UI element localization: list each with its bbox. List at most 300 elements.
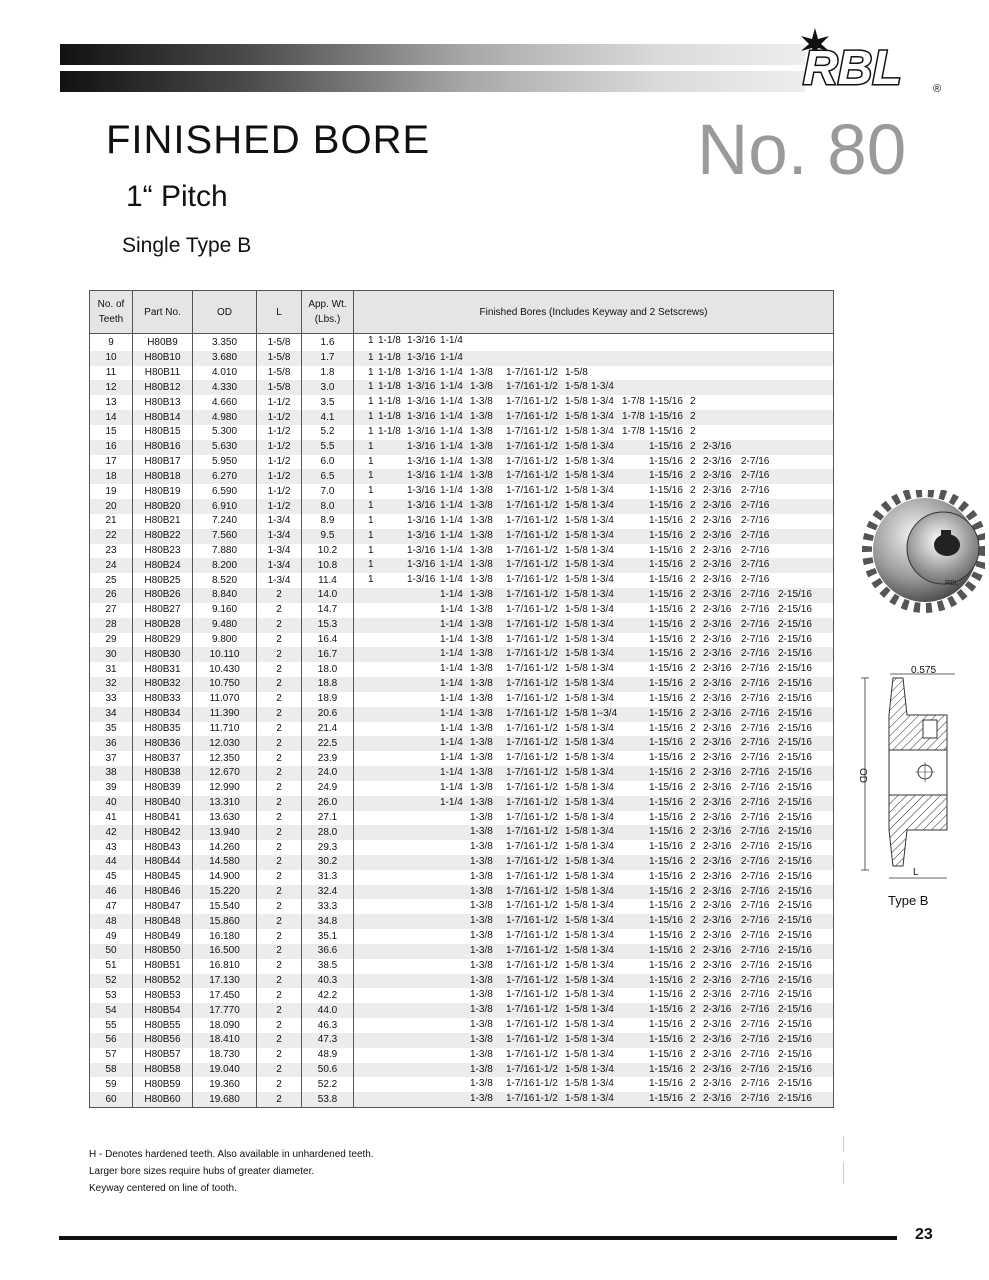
table-row — [90, 366, 834, 381]
cell-finished-bores — [354, 351, 834, 366]
bore-size: 1-15/16 — [649, 841, 683, 853]
bore-size: 1-5/8 — [565, 366, 588, 378]
cell-l: 2 — [257, 707, 302, 722]
bore-size: 1-1/2 — [535, 603, 558, 615]
bore-size: 1-3/4 — [591, 574, 614, 586]
bore-size: 2 — [690, 900, 696, 912]
photo-mark: RBL — [945, 580, 959, 587]
note-larger-bores: Larger bore sizes require hubs of greater diameter. — [89, 1166, 315, 1177]
cell-teeth: 21 — [90, 514, 133, 529]
cell-l: 2 — [257, 825, 302, 840]
cell-finished-bores — [354, 796, 834, 811]
bore-size: 1-15/16 — [649, 1078, 683, 1090]
bore-size: 1-7/16 — [506, 826, 535, 838]
cell-finished-bores — [354, 707, 834, 722]
bore-size: 1-7/16 — [506, 648, 535, 660]
cell-od: 4.330 — [193, 380, 257, 395]
bore-size: 2 — [690, 1019, 696, 1031]
cell-weight: 8.0 — [302, 499, 354, 514]
bore-size: 1-1/2 — [535, 989, 558, 1001]
cell-od: 11.390 — [193, 707, 257, 722]
page-number: 23 — [915, 1226, 933, 1243]
bore-size: 1-3/4 — [591, 1048, 614, 1060]
bore-size: 2-15/16 — [778, 1078, 812, 1090]
bore-size: 2-7/16 — [741, 485, 770, 497]
cell-part-no: H80B46 — [133, 885, 193, 900]
cell-teeth: 36 — [90, 736, 133, 751]
bore-size: 1-1/2 — [535, 826, 558, 838]
cell-teeth: 60 — [90, 1092, 133, 1107]
bore-size: 1-3/4 — [591, 396, 614, 408]
cell-finished-bores — [354, 1003, 834, 1018]
bore-size: 1-3/16 — [407, 559, 436, 571]
cell-finished-bores — [354, 736, 834, 751]
cell-l: 1-1/2 — [257, 499, 302, 514]
bore-size: 1-15/16 — [649, 900, 683, 912]
bore-size: 1-1/2 — [535, 722, 558, 734]
bore-size: 1-3/4 — [591, 1019, 614, 1031]
bore-size: 1-7/16 — [506, 974, 535, 986]
bore-size: 1-3/4 — [591, 529, 614, 541]
bore-size: 1-1/4 — [440, 351, 463, 363]
bore-size: 2-3/16 — [703, 455, 732, 467]
registered-mark: ® — [933, 83, 942, 95]
bore-size: 2 — [690, 440, 696, 452]
bore-size: 2-3/16 — [703, 470, 732, 482]
bore-size: 1-3/4 — [591, 944, 614, 956]
bore-size: 1-1/2 — [535, 781, 558, 793]
cell-finished-bores — [354, 1033, 834, 1048]
bore-size: 1-5/8 — [565, 915, 588, 927]
bore-size: 1-5/8 — [565, 455, 588, 467]
bore-size: 2 — [690, 455, 696, 467]
table-row — [90, 899, 834, 914]
cell-teeth: 57 — [90, 1048, 133, 1063]
bore-size: 1-1/8 — [378, 351, 401, 363]
table-row — [90, 440, 834, 455]
bore-size: 2-15/16 — [778, 900, 812, 912]
cell-part-no: H80B13 — [133, 395, 193, 410]
bore-size: 1-15/16 — [649, 767, 683, 779]
table-row — [90, 988, 834, 1003]
bore-size: 1-1/2 — [535, 618, 558, 630]
bore-size: 1-5/8 — [565, 752, 588, 764]
bore-size: 1 — [368, 500, 374, 512]
bore-size: 2-7/16 — [741, 618, 770, 630]
cell-part-no: H80B44 — [133, 855, 193, 870]
bore-size: 1-3/4 — [591, 915, 614, 927]
bore-size: 1-1/8 — [378, 335, 401, 346]
cell-part-no: H80B48 — [133, 914, 193, 929]
cell-teeth: 24 — [90, 558, 133, 573]
bore-size: 1-3/4 — [591, 826, 614, 838]
cell-finished-bores — [354, 588, 834, 603]
table-row — [90, 914, 834, 929]
cell-finished-bores — [354, 380, 834, 395]
bore-size: 1-7/16 — [506, 678, 535, 690]
cell-od: 6.590 — [193, 484, 257, 499]
cell-weight: 46.3 — [302, 1018, 354, 1033]
bore-size: 2-3/16 — [703, 529, 732, 541]
bore-size: 2-15/16 — [778, 811, 812, 823]
divider-mark — [843, 1136, 844, 1152]
bore-size: 1-3/16 — [407, 514, 436, 526]
bore-size: 2-3/16 — [703, 930, 732, 942]
bore-size: 2-15/16 — [778, 915, 812, 927]
bore-size: 1-5/8 — [565, 885, 588, 897]
bore-size: 1-5/8 — [565, 974, 588, 986]
bore-size: 2-15/16 — [778, 989, 812, 1001]
cell-weight: 1.7 — [302, 351, 354, 366]
header-od: OD — [193, 291, 257, 334]
header-part-no: Part No. — [133, 291, 193, 334]
bore-size: 2-15/16 — [778, 841, 812, 853]
table-row — [90, 618, 834, 633]
bore-size: 1-3/8 — [470, 559, 493, 571]
cell-part-no: H80B59 — [133, 1077, 193, 1092]
bore-size: 1-1/4 — [440, 425, 463, 437]
bore-size: 1-1/2 — [535, 663, 558, 675]
bore-size: 1-7/16 — [506, 574, 535, 586]
bore-size: 2-3/16 — [703, 959, 732, 971]
bore-size: 1-15/16 — [649, 589, 683, 601]
bore-size: 1-3/8 — [470, 915, 493, 927]
bore-size: 1-1/2 — [535, 678, 558, 690]
bore-size: 2 — [690, 470, 696, 482]
bore-size: 1-1/2 — [535, 974, 558, 986]
header-stripe-top — [60, 44, 805, 65]
table-body — [90, 334, 834, 1108]
bore-size: 2 — [690, 396, 696, 408]
cell-part-no: H80B47 — [133, 899, 193, 914]
cell-teeth: 56 — [90, 1033, 133, 1048]
table-row — [90, 870, 834, 885]
cell-part-no: H80B45 — [133, 870, 193, 885]
cell-od: 14.260 — [193, 840, 257, 855]
cell-l: 2 — [257, 677, 302, 692]
cell-l: 2 — [257, 1048, 302, 1063]
cell-teeth: 10 — [90, 351, 133, 366]
bore-size: 1-1/2 — [535, 811, 558, 823]
cell-part-no: H80B42 — [133, 825, 193, 840]
cell-weight: 50.6 — [302, 1063, 354, 1078]
cell-part-no: H80B17 — [133, 455, 193, 470]
table-row — [90, 736, 834, 751]
bore-size: 1 — [368, 366, 374, 378]
bore-size: 1 — [368, 559, 374, 571]
bore-size: 2-7/16 — [741, 959, 770, 971]
bore-size: 1-7/16 — [506, 514, 535, 526]
bore-size: 1-1/4 — [440, 470, 463, 482]
table-row — [90, 351, 834, 366]
bore-size: 2 — [690, 663, 696, 675]
cell-teeth: 43 — [90, 840, 133, 855]
od-dimension-label: OD — [857, 768, 868, 783]
cell-weight: 31.3 — [302, 870, 354, 885]
bore-size: 2-7/16 — [741, 752, 770, 764]
bore-size: 2-3/16 — [703, 574, 732, 586]
bore-size: 1-5/8 — [565, 618, 588, 630]
table-row — [90, 380, 834, 395]
bore-size: 2-3/16 — [703, 781, 732, 793]
cell-l: 1-1/2 — [257, 469, 302, 484]
table-row — [90, 455, 834, 470]
table-row — [90, 529, 834, 544]
bore-size: 1-3/8 — [470, 1078, 493, 1090]
cell-part-no: H80B50 — [133, 944, 193, 959]
cell-weight: 34.8 — [302, 914, 354, 929]
cell-weight: 21.4 — [302, 722, 354, 737]
cell-finished-bores — [354, 885, 834, 900]
bore-size: 1-1/2 — [535, 1093, 558, 1105]
cell-teeth: 42 — [90, 825, 133, 840]
bore-size: 2-3/16 — [703, 707, 732, 719]
bore-size: 2 — [690, 485, 696, 497]
cell-l: 2 — [257, 870, 302, 885]
cell-od: 12.030 — [193, 736, 257, 751]
bore-size: 2-7/16 — [741, 1004, 770, 1016]
bore-size: 1-5/8 — [565, 500, 588, 512]
cell-part-no: H80B52 — [133, 974, 193, 989]
bore-size: 1-1/4 — [440, 618, 463, 630]
bore-size: 2-15/16 — [778, 1063, 812, 1075]
bore-size: 2-3/16 — [703, 1078, 732, 1090]
bore-size: 1-3/4 — [591, 455, 614, 467]
bore-size: 2-3/16 — [703, 514, 732, 526]
bore-size: 1-15/16 — [649, 529, 683, 541]
cell-od: 17.770 — [193, 1003, 257, 1018]
table-row — [90, 1077, 834, 1092]
cell-l: 1-3/4 — [257, 514, 302, 529]
cell-od: 4.010 — [193, 366, 257, 381]
cell-part-no: H80B58 — [133, 1063, 193, 1078]
bore-size: 1-1/2 — [535, 944, 558, 956]
cell-finished-bores — [354, 781, 834, 796]
bore-size: 2-3/16 — [703, 752, 732, 764]
bore-size: 1-7/16 — [506, 381, 535, 393]
cell-finished-bores — [354, 544, 834, 559]
bore-size: 1-5/8 — [565, 381, 588, 393]
type-b-section-drawing — [855, 660, 985, 890]
bore-size: 1-5/8 — [565, 692, 588, 704]
cell-l: 2 — [257, 959, 302, 974]
cell-part-no: H80B56 — [133, 1033, 193, 1048]
bore-size: 1-1/2 — [535, 692, 558, 704]
cell-teeth: 59 — [90, 1077, 133, 1092]
bore-size: 1-3/4 — [591, 1033, 614, 1045]
cell-weight: 10.2 — [302, 544, 354, 559]
cell-finished-bores — [354, 722, 834, 737]
bore-size: 2-15/16 — [778, 974, 812, 986]
cell-od: 6.270 — [193, 469, 257, 484]
bore-size: 1-15/16 — [649, 781, 683, 793]
bore-size: 2-15/16 — [778, 767, 812, 779]
bore-size: 1-1/2 — [535, 455, 558, 467]
bore-size: 1-3/4 — [591, 692, 614, 704]
bore-size: 1-1/2 — [535, 1033, 558, 1045]
cell-teeth: 50 — [90, 944, 133, 959]
bore-size: 1-3/8 — [470, 870, 493, 882]
bore-size: 2 — [690, 500, 696, 512]
cell-teeth: 47 — [90, 899, 133, 914]
bore-size: 1-3/4 — [591, 870, 614, 882]
note-keyway: Keyway centered on line of tooth. — [89, 1183, 237, 1194]
cell-finished-bores — [354, 618, 834, 633]
bore-size: 1-1/2 — [535, 930, 558, 942]
cell-part-no: H80B22 — [133, 529, 193, 544]
bore-size: 1-3/4 — [591, 1063, 614, 1075]
cell-finished-bores — [354, 395, 834, 410]
cell-l: 2 — [257, 781, 302, 796]
cell-finished-bores — [354, 529, 834, 544]
cell-l: 1-1/2 — [257, 440, 302, 455]
cell-l: 2 — [257, 840, 302, 855]
cell-part-no: H80B23 — [133, 544, 193, 559]
cell-teeth: 27 — [90, 603, 133, 618]
bore-size: 1-3/8 — [470, 603, 493, 615]
bore-size: 2-7/16 — [741, 781, 770, 793]
bore-size: 1-1/2 — [535, 752, 558, 764]
table-row — [90, 707, 834, 722]
bore-size: 1-5/8 — [565, 396, 588, 408]
bore-size: 1-3/8 — [470, 633, 493, 645]
cell-teeth: 17 — [90, 455, 133, 470]
footer-rule — [59, 1236, 897, 1240]
bore-size: 1-15/16 — [649, 485, 683, 497]
bore-size: 1-5/8 — [565, 707, 588, 719]
cell-weight: 5.2 — [302, 425, 354, 440]
bore-size: 2 — [690, 826, 696, 838]
bore-size: 2 — [690, 633, 696, 645]
bore-size: 2-3/16 — [703, 1019, 732, 1031]
cell-teeth: 19 — [90, 484, 133, 499]
bore-size: 1-3/8 — [470, 440, 493, 452]
bore-size: 1-3/8 — [470, 485, 493, 497]
bore-size: 2-7/16 — [741, 589, 770, 601]
bore-size: 1-5/8 — [565, 811, 588, 823]
bore-size: 2-15/16 — [778, 648, 812, 660]
bore-size: 1-3/4 — [591, 514, 614, 526]
bore-size: 2 — [690, 514, 696, 526]
cell-teeth: 48 — [90, 914, 133, 929]
cell-teeth: 26 — [90, 588, 133, 603]
bore-size: 1-15/16 — [649, 1004, 683, 1016]
cell-l: 2 — [257, 1003, 302, 1018]
bore-size: 1-3/4 — [591, 930, 614, 942]
bore-size: 1-3/8 — [470, 841, 493, 853]
bore-size: 2-3/16 — [703, 544, 732, 556]
bore-size: 1-1/4 — [440, 411, 463, 423]
cell-od: 19.680 — [193, 1092, 257, 1107]
bore-size: 1 — [368, 529, 374, 541]
bore-size: 2-15/16 — [778, 1004, 812, 1016]
cell-l: 2 — [257, 633, 302, 648]
cell-finished-bores — [354, 440, 834, 455]
bore-size: 2-3/16 — [703, 944, 732, 956]
cell-part-no: H80B30 — [133, 647, 193, 662]
cell-part-no: H80B10 — [133, 351, 193, 366]
cell-od: 15.540 — [193, 899, 257, 914]
bore-size: 1-7/16 — [506, 589, 535, 601]
bore-size: 1-7/16 — [506, 633, 535, 645]
bore-size: 1-3/4 — [591, 752, 614, 764]
cell-part-no: H80B11 — [133, 366, 193, 381]
bore-size: 2-3/16 — [703, 885, 732, 897]
cell-od: 11.710 — [193, 722, 257, 737]
bore-size: 1-7/16 — [506, 663, 535, 675]
bore-size: 1-1/4 — [440, 514, 463, 526]
bore-size: 1-1/4 — [440, 737, 463, 749]
bore-size: 2-7/16 — [741, 974, 770, 986]
bore-size: 1-5/8 — [565, 470, 588, 482]
table-row — [90, 1003, 834, 1018]
bore-size: 1-3/8 — [470, 663, 493, 675]
bore-size: 1-1/4 — [440, 500, 463, 512]
bore-size: 1-7/16 — [506, 1019, 535, 1031]
bore-size: 1-1/2 — [535, 440, 558, 452]
bore-size: 1-5/8 — [565, 722, 588, 734]
bore-size: 2-7/16 — [741, 1093, 770, 1105]
bore-size: 1-3/4 — [591, 855, 614, 867]
cell-weight: 1.8 — [302, 366, 354, 381]
cell-teeth: 30 — [90, 647, 133, 662]
bore-size: 1-7/16 — [506, 707, 535, 719]
cell-od: 10.750 — [193, 677, 257, 692]
cell-weight: 24.0 — [302, 766, 354, 781]
pitch-label: 1“ Pitch — [126, 180, 228, 213]
bore-size: 2-15/16 — [778, 618, 812, 630]
cell-finished-bores — [354, 455, 834, 470]
bore-size: 1-3/4 — [591, 485, 614, 497]
bore-size: 1-7/16 — [506, 692, 535, 704]
bore-size: 1-3/8 — [470, 707, 493, 719]
bore-size: 1-1/4 — [440, 589, 463, 601]
cell-part-no: H80B26 — [133, 588, 193, 603]
cell-od: 7.560 — [193, 529, 257, 544]
bore-size: 1-1/4 — [440, 335, 463, 346]
bore-size: 1-3/8 — [470, 930, 493, 942]
cell-part-no: H80B32 — [133, 677, 193, 692]
bore-size: 1-15/16 — [649, 989, 683, 1001]
bore-size: 1-15/16 — [649, 737, 683, 749]
cell-weight: 3.5 — [302, 395, 354, 410]
cell-part-no: H80B12 — [133, 380, 193, 395]
cell-teeth: 37 — [90, 751, 133, 766]
header-weight: App. Wt. (Lbs.) — [302, 291, 354, 334]
bore-size: 1-3/8 — [470, 885, 493, 897]
bore-size: 1-3/4 — [591, 500, 614, 512]
bore-size: 1-5/8 — [565, 855, 588, 867]
cell-finished-bores — [354, 647, 834, 662]
bore-size: 1-1/2 — [535, 1048, 558, 1060]
bore-size: 2 — [690, 855, 696, 867]
cell-od: 10.430 — [193, 662, 257, 677]
cell-part-no: H80B57 — [133, 1048, 193, 1063]
bore-size: 1-5/8 — [565, 959, 588, 971]
cell-finished-bores — [354, 469, 834, 484]
cell-l: 2 — [257, 974, 302, 989]
bore-size: 1-7/16 — [506, 485, 535, 497]
cell-finished-bores — [354, 766, 834, 781]
bore-size: 1-15/16 — [649, 544, 683, 556]
bore-size: 1-7/16 — [506, 455, 535, 467]
cell-od: 9.800 — [193, 633, 257, 648]
bore-size: 2 — [690, 944, 696, 956]
bore-size: 1-1/4 — [440, 707, 463, 719]
bore-size: 1-3/4 — [591, 381, 614, 393]
cell-weight: 30.2 — [302, 855, 354, 870]
cell-l: 1-3/4 — [257, 544, 302, 559]
